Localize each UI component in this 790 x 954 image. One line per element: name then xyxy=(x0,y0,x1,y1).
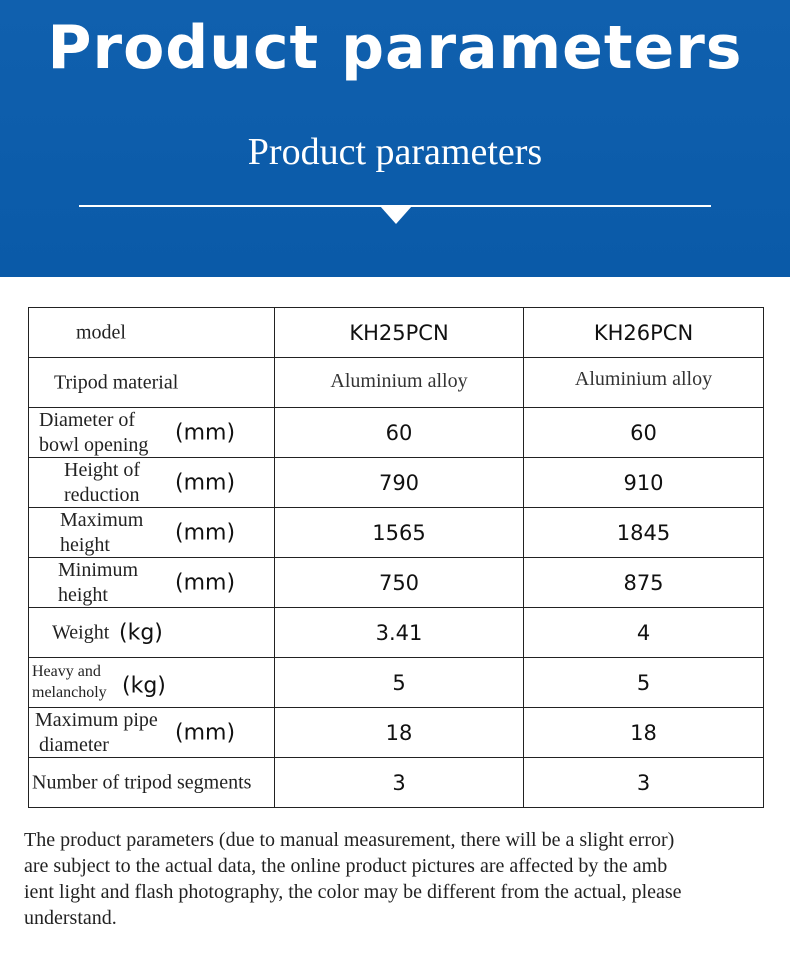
note-line: are subject to the actual data, the online product pictures are affected by the amb xyxy=(24,855,668,877)
row-value-2: 910 xyxy=(524,458,764,508)
header-model-1: KH25PCN xyxy=(275,308,524,358)
row-unit: (mm) xyxy=(175,720,236,745)
row-value-1: 3.41 xyxy=(275,608,524,658)
row-label: Number of tripod segments xyxy=(32,771,252,793)
row-unit: (mm) xyxy=(175,420,236,445)
page-title: Product parameters xyxy=(47,13,743,83)
row-unit: (mm) xyxy=(175,520,236,545)
row-label-cell xyxy=(29,608,275,658)
table-row xyxy=(29,508,764,558)
table-row xyxy=(29,408,764,458)
header-label: model xyxy=(76,321,126,343)
row-label-cell xyxy=(29,758,275,808)
table-row xyxy=(29,708,764,758)
row-label: Maximum height xyxy=(60,509,144,556)
row-label: Weight xyxy=(52,621,110,643)
row-value-1: 3 xyxy=(275,758,524,808)
row-value-2: 5 xyxy=(524,658,764,708)
row-unit: (kg) xyxy=(119,620,163,645)
disclaimer-note xyxy=(24,827,774,931)
row-label: Maximum pipe diameter xyxy=(35,709,158,756)
parameters-table xyxy=(28,307,764,808)
table-row xyxy=(29,758,764,808)
row-unit: (kg) xyxy=(122,673,166,699)
row-label-cell xyxy=(29,708,275,758)
page-subtitle: Product parameters xyxy=(247,131,543,173)
row-value-2: 875 xyxy=(524,558,764,608)
row-value-1: 790 xyxy=(275,458,524,508)
header-model-2: KH26PCN xyxy=(524,308,764,358)
row-value-2: Aluminium alloy xyxy=(524,358,764,408)
chevron-down-icon xyxy=(380,206,412,224)
row-value-1: 5 xyxy=(275,658,524,708)
row-label-cell xyxy=(29,558,275,608)
row-value-1: Aluminium alloy xyxy=(275,358,524,408)
table-row xyxy=(29,458,764,508)
row-value-1: 750 xyxy=(275,558,524,608)
row-label: Diameter of bowl opening xyxy=(39,409,149,456)
note-line: The product parameters (due to manual measurement, there will be a slight error) xyxy=(24,829,675,851)
row-unit: (mm) xyxy=(175,470,236,495)
row-label-cell xyxy=(29,658,275,708)
row-value-2: 60 xyxy=(524,408,764,458)
table-row xyxy=(29,558,764,608)
row-label: Minimum height xyxy=(58,559,139,606)
header-banner xyxy=(0,0,790,277)
table-row xyxy=(29,608,764,658)
row-value-1: 60 xyxy=(275,408,524,458)
row-label-cell xyxy=(29,358,275,408)
row-label: Height of reduction xyxy=(64,459,141,506)
row-value-2: 18 xyxy=(524,708,764,758)
row-label-cell xyxy=(29,458,275,508)
row-value-2: 4 xyxy=(524,608,764,658)
row-label-cell xyxy=(29,508,275,558)
row-value-1: 18 xyxy=(275,708,524,758)
row-label-cell xyxy=(29,408,275,458)
table-row xyxy=(29,358,764,408)
row-value-2: 1845 xyxy=(524,508,764,558)
note-line: ient light and flash photography, the color may be different from the actual, please xyxy=(24,881,682,903)
row-value-2: 3 xyxy=(524,758,764,808)
table-header-row xyxy=(29,308,764,358)
note-line: understand. xyxy=(24,907,117,929)
table-row xyxy=(29,658,764,708)
row-value-1: 1565 xyxy=(275,508,524,558)
row-label: Tripod material xyxy=(54,371,179,393)
header-label-cell xyxy=(29,308,275,358)
row-label: Heavy and melancholy xyxy=(32,663,107,701)
row-unit: (mm) xyxy=(175,570,236,595)
